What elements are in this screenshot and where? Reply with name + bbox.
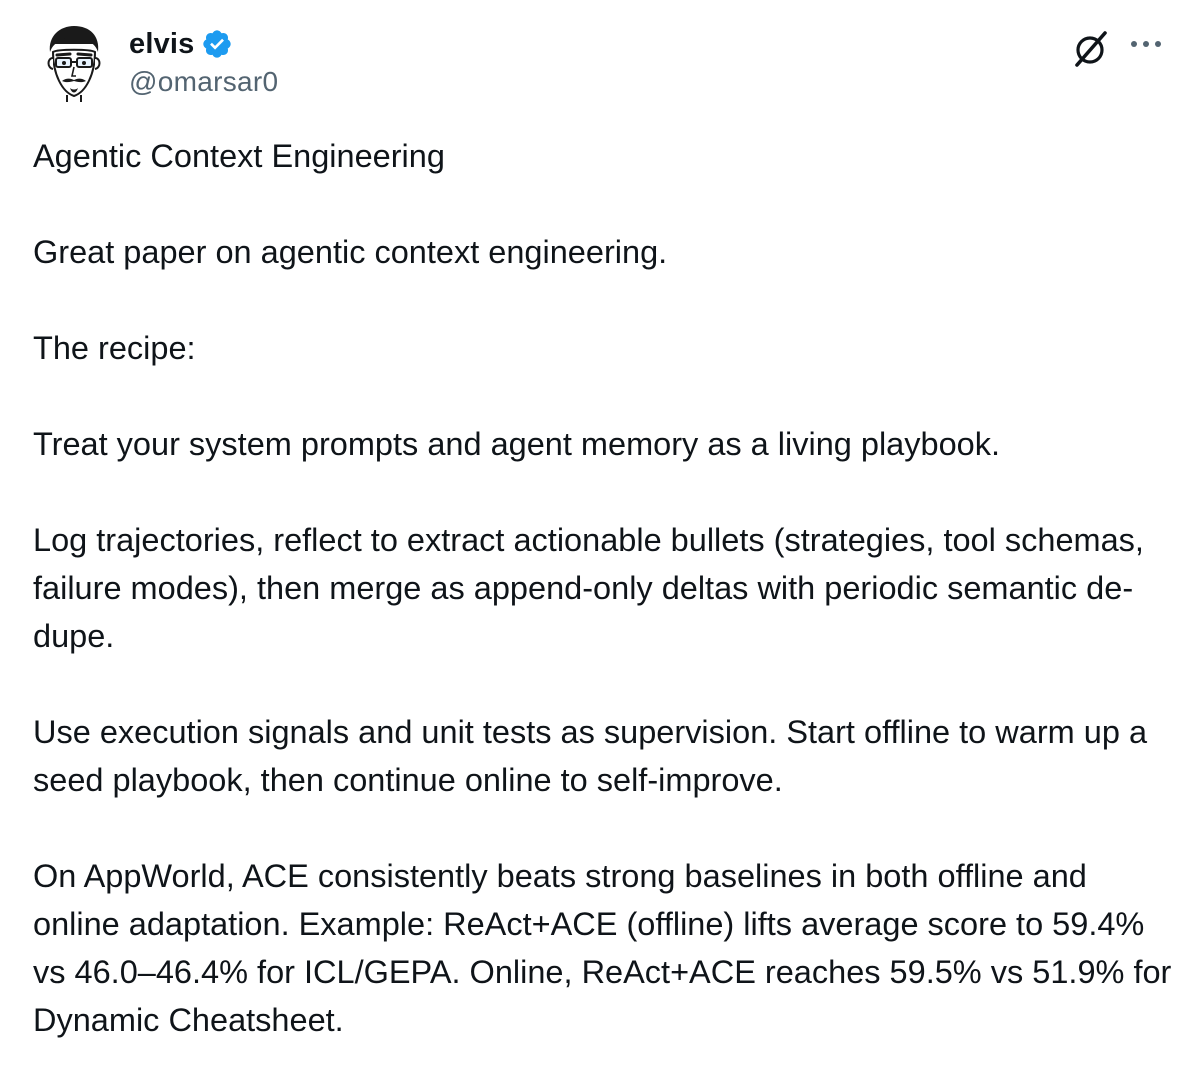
tweet-paragraph: Great paper on agentic context engineering. (33, 234, 668, 270)
author-name-row[interactable] (129, 24, 233, 64)
tweet-paragraph: Treat your system prompts and agent memory as a living playbook. (33, 426, 1001, 462)
tweet-paragraph: On AppWorld, ACE consistently beats strong baselines in both offline and online adaptation. Example: ReAct+ACE (offline) lifts average score to 59.4% vs 46.0–46.4% for ICL/GEPA. Online, ReAct+ACE reaches 59.5% vs 51.9% for Dynamic Cheatsheet. (33, 858, 1172, 1038)
tweet-paragraph: Agentic Context Engineering (33, 138, 445, 174)
tweet-text (33, 132, 1173, 1044)
tweet-paragraph: The recipe: (33, 330, 196, 366)
author-handle[interactable]: @omarsar0 (129, 66, 279, 97)
more-options-icon[interactable] (1128, 34, 1164, 54)
avatar-icon (40, 22, 108, 104)
tweet-paragraph: Log trajectories, reflect to extract actionable bullets (strategies, tool schemas, failure modes), then merge as append-only deltas with periodic semantic de-dupe. (33, 522, 1144, 654)
avatar[interactable] (40, 22, 108, 104)
grok-icon[interactable] (1070, 28, 1112, 70)
author-name[interactable]: elvis (129, 27, 195, 60)
verified-badge-icon (201, 28, 233, 60)
tweet-paragraph: Use execution signals and unit tests as supervision. Start offline to warm up a seed playbook, then continue online to self-improve. (33, 714, 1148, 798)
